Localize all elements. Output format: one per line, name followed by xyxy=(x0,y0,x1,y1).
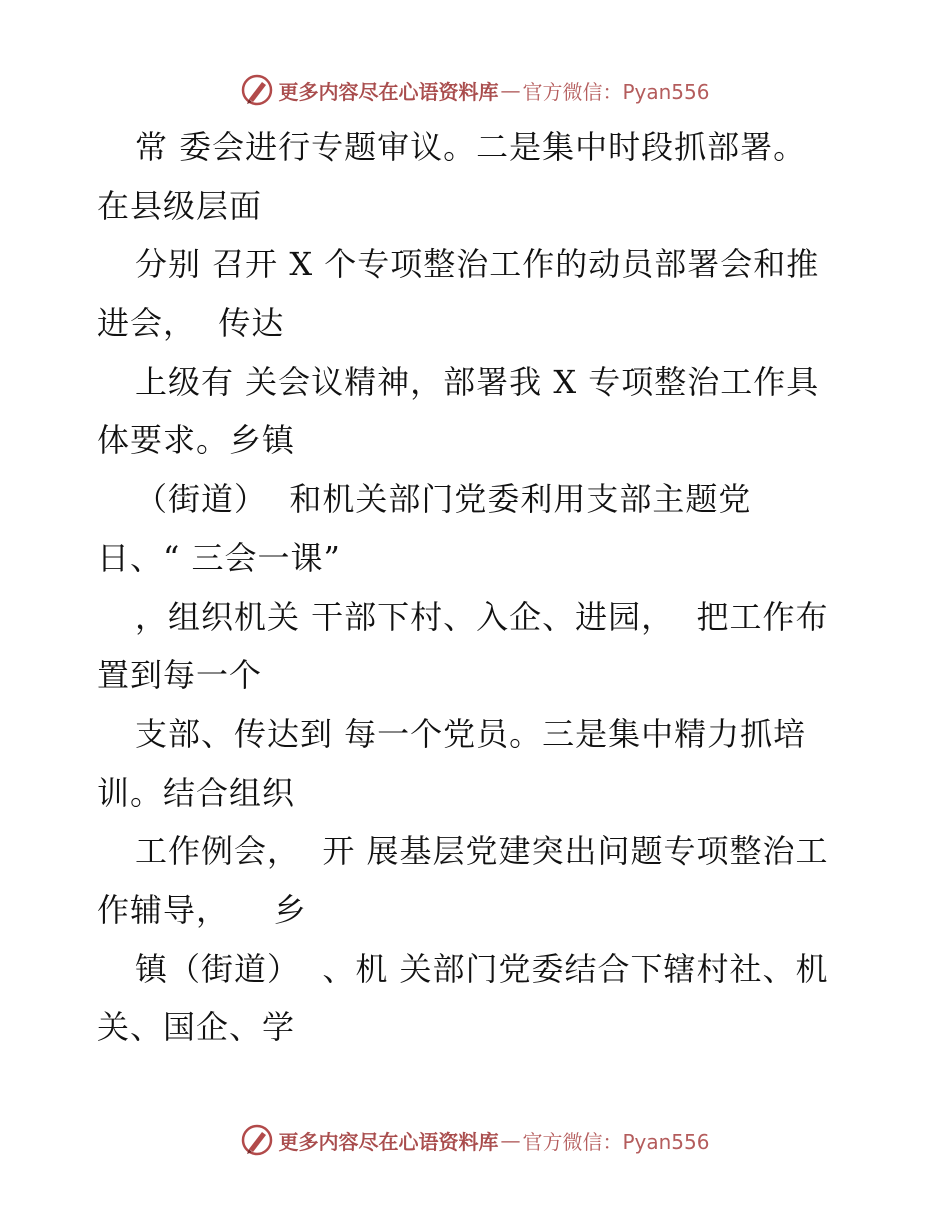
text-line: 工作例会， 开 展基层党建突出问题专项整治工 xyxy=(135,832,829,871)
pen-logo-icon xyxy=(240,73,274,107)
text-line: 支部、传达到 每一个党员。三是集中精力抓培 xyxy=(135,714,807,753)
text-line: 进会， 传达 xyxy=(97,304,285,343)
watermark-wechat: 官方微信：Pyan556 xyxy=(522,79,710,104)
text-line: 日、“ 三会一课” xyxy=(97,538,341,577)
text-line: 上级有 关会议精神，部署我 X 专项整治工作具 xyxy=(135,362,820,401)
text-line: 镇（街道） 、机 关部门党委结合下辖村社、机 xyxy=(135,949,829,988)
watermark-title: 更多内容尽在心语资料库 xyxy=(278,79,499,104)
document-body xyxy=(97,118,867,1057)
text-line: 在县级层面 xyxy=(97,186,263,225)
text-line: ，组织机关 干部下村、入企、进园， 把工作布 xyxy=(135,597,829,636)
watermark-wechat: 官方微信：Pyan556 xyxy=(522,1129,710,1154)
text-line: 训。结合组织 xyxy=(97,773,296,812)
footer-watermark xyxy=(0,1120,950,1160)
text-line: 作辅导， 乡 xyxy=(97,890,307,929)
text-line: （街道） 和机关部门党委利用支部主题党 xyxy=(135,480,752,519)
text-line: 分别 召开 X 个专项整治工作的动员部署会和推 xyxy=(135,245,820,284)
watermark-dash: — xyxy=(500,1128,521,1152)
pen-logo-icon xyxy=(240,1123,274,1157)
text-line: 关、国企、学 xyxy=(97,1008,296,1047)
watermark-dash: — xyxy=(500,78,521,102)
text-line: 常 委会进行专题审议。二是集中时段抓部署。 xyxy=(135,128,807,166)
text-line: 置到每一个 xyxy=(97,656,263,695)
text-line: 体要求。乡镇 xyxy=(97,421,296,460)
header-watermark xyxy=(0,70,950,110)
watermark-title: 更多内容尽在心语资料库 xyxy=(278,1129,499,1154)
